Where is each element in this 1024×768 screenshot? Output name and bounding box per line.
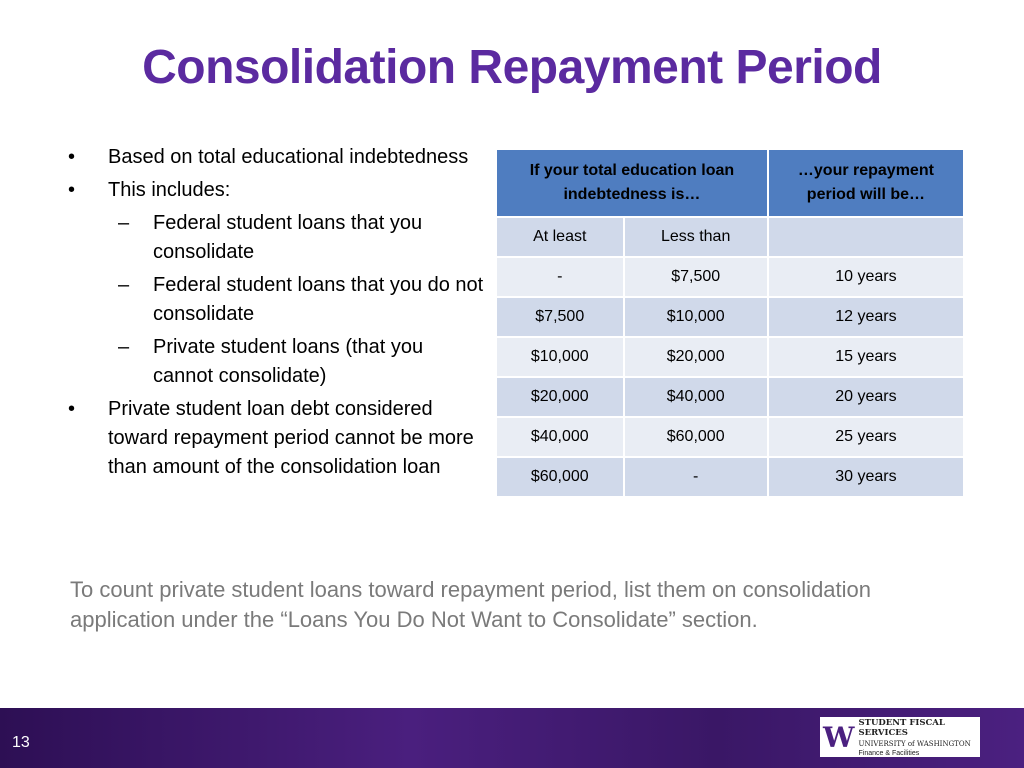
table-row <box>496 457 964 497</box>
cell-period: 15 years <box>768 337 964 377</box>
footnote-text: To count private student loans toward repayment period, list them on consolidation application under the “Loans You Do Not Want to Consolidate” section. <box>70 577 872 632</box>
bullet-text: This includes: <box>108 179 231 201</box>
cell-period: 25 years <box>768 417 964 457</box>
header-repayment-period: …your repayment period will be… <box>768 149 964 217</box>
table-subheader-row <box>496 217 964 257</box>
bullet-marker: • <box>68 146 76 168</box>
repayment-table <box>495 148 965 498</box>
sub-bullet-text: Private student loans (that you cannot consolidate) <box>153 336 424 387</box>
logo-line1: STUDENT FISCAL SERVICES <box>858 717 945 738</box>
cell-at-least: $40,000 <box>496 417 624 457</box>
slide-title: Consolidation Repayment Period <box>142 41 882 94</box>
repayment-table-container <box>495 148 965 498</box>
subheader-at-least: At least <box>496 217 624 257</box>
cell-at-least: $60,000 <box>496 457 624 497</box>
cell-at-least: $20,000 <box>496 377 624 417</box>
sub-bullet-text: Federal student loans that you consolidate <box>153 212 423 263</box>
cell-at-least: $7,500 <box>496 297 624 337</box>
bullet-marker: • <box>68 179 76 201</box>
header-indebtedness: If your total education loan indebtedness is… <box>496 149 768 217</box>
sub-bullet-text: Federal student loans that you do not consolidate <box>153 274 484 325</box>
logo-text <box>859 718 980 757</box>
table-row <box>496 257 964 297</box>
sub-bullet-item <box>68 209 488 267</box>
sub-bullet-marker: – <box>118 212 130 234</box>
cell-period: 10 years <box>768 257 964 297</box>
table-row <box>496 297 964 337</box>
cell-less-than: $60,000 <box>624 417 768 457</box>
bullet-marker: • <box>68 398 76 420</box>
uw-w-mark: W <box>823 720 855 754</box>
table-row <box>496 377 964 417</box>
bullet-text: Private student loan debt considered toward repayment period cannot be more than amount of the consolidation loan <box>108 398 474 478</box>
bullet-text: Based on total educational indebtedness <box>108 146 469 168</box>
footer-bar <box>0 708 1024 768</box>
sub-bullet-item <box>68 333 488 391</box>
page-number: 13 <box>12 734 30 751</box>
cell-less-than: $10,000 <box>624 297 768 337</box>
table-row <box>496 417 964 457</box>
cell-period: 12 years <box>768 297 964 337</box>
cell-at-least: $10,000 <box>496 337 624 377</box>
logo-line2: UNIVERSITY of WASHINGTON <box>858 739 971 748</box>
sub-bullet-marker: – <box>118 274 130 296</box>
cell-less-than: - <box>624 457 768 497</box>
subheader-less-than: Less than <box>624 217 768 257</box>
cell-less-than: $7,500 <box>624 257 768 297</box>
cell-less-than: $40,000 <box>624 377 768 417</box>
uw-logo <box>820 717 980 757</box>
cell-at-least: - <box>496 257 624 297</box>
sub-bullet-item <box>68 271 488 329</box>
cell-less-than: $20,000 <box>624 337 768 377</box>
subheader-empty <box>768 217 964 257</box>
bullet-item <box>68 176 488 205</box>
cell-period: 20 years <box>768 377 964 417</box>
cell-period: 30 years <box>768 457 964 497</box>
logo-line3: Finance & Facilities <box>858 749 920 757</box>
bullet-list <box>68 143 488 486</box>
table-row <box>496 337 964 377</box>
bullet-item <box>68 143 488 172</box>
sub-bullet-marker: – <box>118 336 130 358</box>
bullet-item <box>68 395 488 482</box>
